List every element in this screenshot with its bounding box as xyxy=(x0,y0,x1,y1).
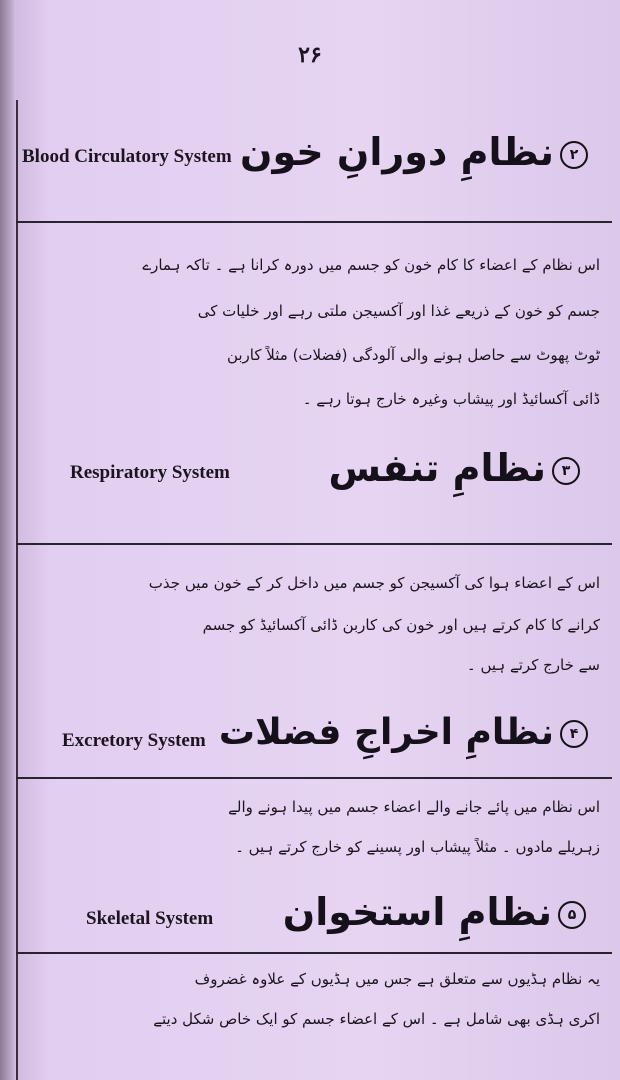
paragraph-line: جسم کو خون کے ذریعے غذا اور آکسیجن ملتی رہے اور خلیات کی xyxy=(197,302,600,320)
section-label-skeletal: Skeletal System xyxy=(86,908,214,929)
section-label-respiratory: Respiratory System xyxy=(70,462,230,483)
section-number: ۴ xyxy=(560,720,588,748)
section-label-circulatory: Blood Circulatory System xyxy=(22,146,232,167)
section-number: ۲ xyxy=(560,141,588,169)
section-title-text: نظامِ تنفس xyxy=(328,446,546,490)
section-title-text: نظامِ استخوان xyxy=(282,890,552,934)
divider xyxy=(16,221,612,223)
section-title-circulatory xyxy=(240,130,588,174)
section-number: ۵ xyxy=(558,901,586,929)
page-number: ۲۶ xyxy=(298,42,322,68)
section-title-text: نظامِ اخراجِ فضلات xyxy=(218,712,554,753)
paragraph-line: اکری ہڈی بھی شامل ہے ۔ اس کے اعضاء جسم کو ایک خاص شکل دیتے xyxy=(153,1010,600,1028)
divider xyxy=(16,777,612,779)
paragraph-line: اس نظام کے اعضاء کا کام خون کو جسم میں دورہ کرانا ہے ۔ تاکہ ہمارے xyxy=(142,256,600,274)
book-binding xyxy=(0,0,14,1080)
paragraph-line: ڈائی آکسائیڈ اور پیشاب وغیرہ خارج ہوتا رہے ۔ xyxy=(302,390,600,408)
paragraph-line: اس نظام میں پائے جانے والے اعضاء جسم میں پیدا ہونے والے xyxy=(228,798,600,816)
paragraph-line: ٹوٹ پھوٹ سے حاصل ہونے والی آلودگی (فضلات) مثلاً کاربن xyxy=(226,346,600,364)
paragraph-line: اس کے اعضاء ہوا کی آکسیجن کو جسم میں داخل کر کے خون میں جذب xyxy=(148,574,600,592)
section-title-excretory xyxy=(219,712,588,753)
section-title-skeletal xyxy=(283,890,586,934)
margin-line xyxy=(16,100,18,1080)
paragraph-line: زہریلے مادوں ۔ مثلاً پیشاب اور پسینے کو خارج کرتے ہیں ۔ xyxy=(235,838,600,856)
divider xyxy=(16,952,612,954)
section-label-excretory: Excretory System xyxy=(62,730,206,751)
paragraph-line: یہ نظام ہڈیوں سے متعلق ہے جس میں ہڈیوں کے علاوہ غضروف xyxy=(194,970,600,988)
section-title-respiratory xyxy=(329,446,580,490)
paragraph-line: کرانے کا کام کرتے ہیں اور خون کی کاربن ڈائی آکسائیڈ کو جسم xyxy=(202,616,600,634)
paragraph-line: سے خارج کرتے ہیں ۔ xyxy=(466,656,600,674)
section-title-text: نظامِ دورانِ خون xyxy=(240,130,554,174)
divider xyxy=(16,543,612,545)
section-number: ۳ xyxy=(552,457,580,485)
